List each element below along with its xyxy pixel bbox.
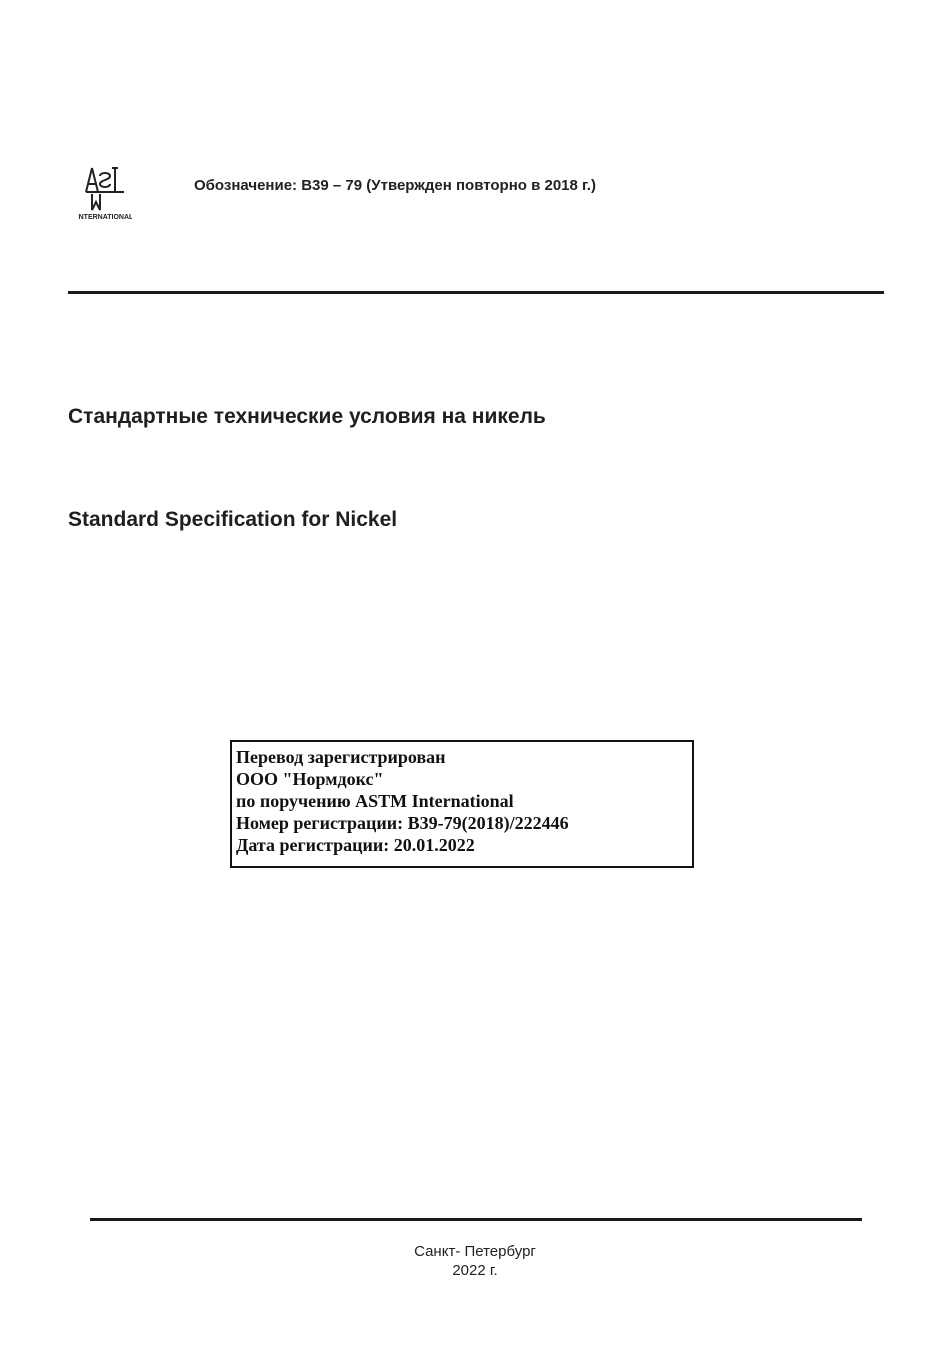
footer-city: Санкт- Петербург bbox=[414, 1243, 536, 1260]
svg-text:INTERNATIONAL: INTERNATIONAL bbox=[78, 214, 132, 221]
footer-divider bbox=[90, 1218, 862, 1221]
astm-logo bbox=[78, 162, 132, 222]
registration-line: ООО "Нормдокс" bbox=[236, 769, 384, 789]
title-english: Standard Specification for Nickel bbox=[68, 508, 398, 531]
registration-date: Дата регистрации: 20.01.2022 bbox=[236, 835, 475, 855]
registration-box bbox=[230, 740, 694, 868]
header-divider bbox=[68, 291, 884, 294]
registration-number: Номер регистрации: B39-79(2018)/222446 bbox=[236, 813, 569, 833]
document-designation: Обозначение: B39 – 79 (Утвержден повторно в 2018 г.) bbox=[194, 177, 596, 194]
title-russian: Стандартные технические условия на никель bbox=[68, 405, 546, 428]
registration-line: по поручению ASTM International bbox=[236, 791, 514, 811]
footer-year: 2022 г. bbox=[452, 1262, 498, 1279]
registration-line: Перевод зарегистрирован bbox=[236, 747, 446, 767]
